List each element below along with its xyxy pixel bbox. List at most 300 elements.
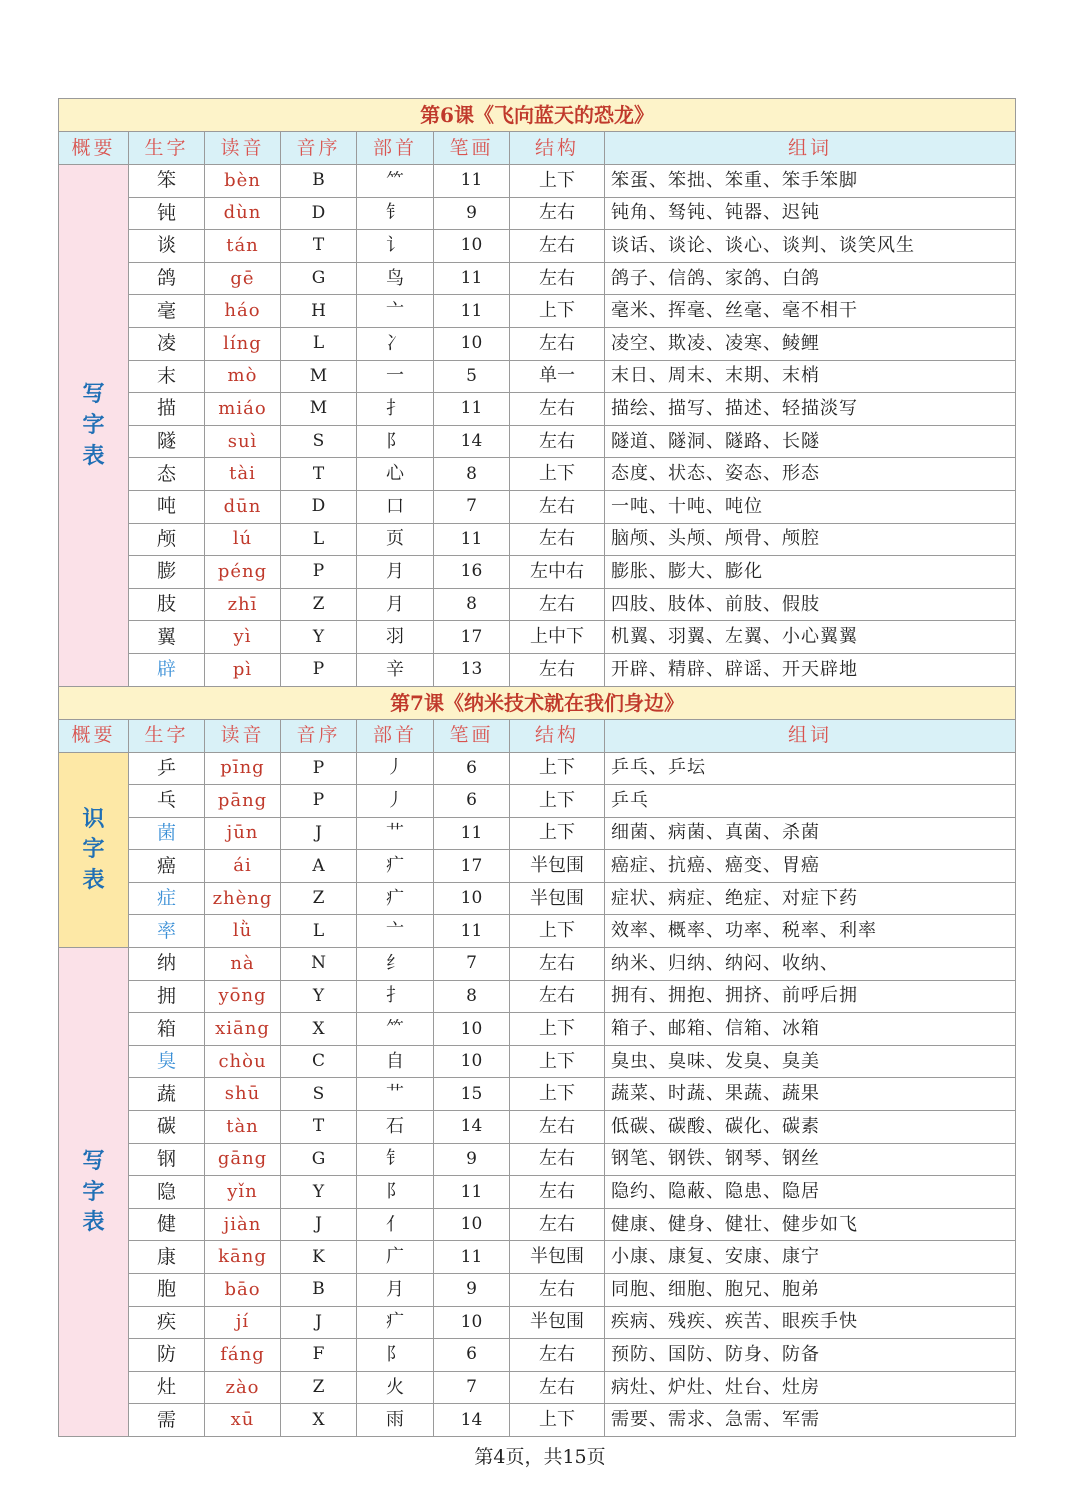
table-row: [59, 1241, 1016, 1274]
stroke-count-cell: 11: [434, 915, 510, 948]
column-header: 结构: [510, 132, 605, 165]
column-header-row: [59, 132, 1016, 165]
pinyin-cell: xiāng: [205, 1013, 281, 1046]
words-cell: 描绘、描写、描述、轻描淡写: [605, 393, 1016, 426]
table-row: [59, 850, 1016, 883]
initial-letter-cell: X: [281, 1013, 357, 1046]
structure-cell: 上下: [510, 1404, 605, 1437]
radical-cell: 月: [357, 1274, 434, 1307]
table-row: [59, 327, 1016, 360]
char-cell: 毫: [129, 295, 205, 328]
char-cell: 翼: [129, 621, 205, 654]
radical-cell: 疒: [357, 850, 434, 883]
words-cell: 笨蛋、笨拙、笨重、笨手笨脚: [605, 165, 1016, 198]
radical-cell: 疒: [357, 882, 434, 915]
radical-cell: 羽: [357, 621, 434, 654]
words-cell: 末日、周末、末期、末梢: [605, 360, 1016, 393]
initial-letter-cell: B: [281, 1274, 357, 1307]
structure-cell: 左右: [510, 588, 605, 621]
table-row: [59, 230, 1016, 263]
initial-letter-cell: A: [281, 850, 357, 883]
char-cell: 症: [129, 882, 205, 915]
initial-letter-cell: F: [281, 1339, 357, 1372]
words-cell: 健康、健身、健壮、健步如飞: [605, 1208, 1016, 1241]
pinyin-cell: lú: [205, 523, 281, 556]
structure-cell: 左右: [510, 980, 605, 1013]
radical-cell: 石: [357, 1111, 434, 1144]
structure-cell: 左右: [510, 653, 605, 686]
initial-letter-cell: L: [281, 523, 357, 556]
pinyin-cell: lǜ: [205, 915, 281, 948]
stroke-count-cell: 10: [434, 1045, 510, 1078]
initial-letter-cell: P: [281, 556, 357, 589]
char-cell: 肢: [129, 588, 205, 621]
structure-cell: 左右: [510, 197, 605, 230]
structure-cell: 左右: [510, 1176, 605, 1209]
pinyin-cell: bèn: [205, 165, 281, 198]
table-row: [59, 1306, 1016, 1339]
column-header: 音序: [281, 719, 357, 752]
structure-cell: 上下: [510, 1078, 605, 1111]
radical-cell: 雨: [357, 1404, 434, 1437]
char-cell: 碳: [129, 1111, 205, 1144]
stroke-count-cell: 11: [434, 817, 510, 850]
radical-cell: 扌: [357, 980, 434, 1013]
pinyin-cell: péng: [205, 556, 281, 589]
initial-letter-cell: G: [281, 262, 357, 295]
stroke-count-cell: 9: [434, 1143, 510, 1176]
stroke-count-cell: 6: [434, 1339, 510, 1372]
words-cell: 症状、病症、绝症、对症下药: [605, 882, 1016, 915]
char-cell: 凌: [129, 327, 205, 360]
radical-cell: 火: [357, 1371, 434, 1404]
vocabulary-table: [58, 98, 1016, 1437]
table-row: [59, 588, 1016, 621]
table-row: [59, 785, 1016, 818]
initial-letter-cell: S: [281, 425, 357, 458]
radical-cell: 月: [357, 556, 434, 589]
radical-cell: 广: [357, 1241, 434, 1274]
char-cell: 胞: [129, 1274, 205, 1307]
stroke-count-cell: 14: [434, 1111, 510, 1144]
pinyin-cell: zào: [205, 1371, 281, 1404]
column-header-row: [59, 719, 1016, 752]
initial-letter-cell: P: [281, 785, 357, 818]
radical-cell: 一: [357, 360, 434, 393]
radical-cell: 艹: [357, 817, 434, 850]
words-cell: 鸽子、信鸽、家鸽、白鸽: [605, 262, 1016, 295]
structure-cell: 上下: [510, 1045, 605, 1078]
structure-cell: 上下: [510, 1013, 605, 1046]
initial-letter-cell: Z: [281, 1371, 357, 1404]
pinyin-cell: chòu: [205, 1045, 281, 1078]
vocabulary-sheet: [58, 98, 1015, 1437]
stroke-count-cell: 7: [434, 1371, 510, 1404]
table-row: [59, 948, 1016, 981]
structure-cell: 上下: [510, 817, 605, 850]
initial-letter-cell: Z: [281, 882, 357, 915]
table-row: [59, 425, 1016, 458]
char-cell: 乓: [129, 785, 205, 818]
table-row: [59, 1371, 1016, 1404]
pinyin-cell: ái: [205, 850, 281, 883]
stroke-count-cell: 8: [434, 588, 510, 621]
stroke-count-cell: 14: [434, 425, 510, 458]
pinyin-cell: tàn: [205, 1111, 281, 1144]
words-cell: 乒乓: [605, 785, 1016, 818]
char-cell: 癌: [129, 850, 205, 883]
words-cell: 隐约、隐蔽、隐患、隐居: [605, 1176, 1016, 1209]
category-cell: [59, 165, 129, 687]
words-cell: 蔬菜、时蔬、果蔬、蔬果: [605, 1078, 1016, 1111]
structure-cell: 半包围: [510, 850, 605, 883]
table-row: [59, 1208, 1016, 1241]
pinyin-cell: bāo: [205, 1274, 281, 1307]
table-row: [59, 980, 1016, 1013]
column-header: 组词: [605, 132, 1016, 165]
pinyin-cell: mò: [205, 360, 281, 393]
stroke-count-cell: 11: [434, 1176, 510, 1209]
stroke-count-cell: 8: [434, 980, 510, 1013]
column-header: 结构: [510, 719, 605, 752]
words-cell: 钝角、驽钝、钝器、迟钝: [605, 197, 1016, 230]
radical-cell: 疒: [357, 1306, 434, 1339]
structure-cell: 半包围: [510, 1241, 605, 1274]
char-cell: 康: [129, 1241, 205, 1274]
structure-cell: 上下: [510, 295, 605, 328]
char-cell: 鸽: [129, 262, 205, 295]
initial-letter-cell: J: [281, 817, 357, 850]
words-cell: 箱子、邮箱、信箱、冰箱: [605, 1013, 1016, 1046]
structure-cell: 左右: [510, 1111, 605, 1144]
initial-letter-cell: X: [281, 1404, 357, 1437]
table-row: [59, 1111, 1016, 1144]
pinyin-cell: kāng: [205, 1241, 281, 1274]
radical-cell: 艹: [357, 1078, 434, 1111]
table-row: [59, 1404, 1016, 1437]
char-cell: 灶: [129, 1371, 205, 1404]
stroke-count-cell: 8: [434, 458, 510, 491]
words-cell: 凌空、欺凌、凌寒、鲮鲤: [605, 327, 1016, 360]
radical-cell: 阝: [357, 1339, 434, 1372]
initial-letter-cell: P: [281, 752, 357, 785]
column-header: 音序: [281, 132, 357, 165]
structure-cell: 左右: [510, 230, 605, 263]
initial-letter-cell: J: [281, 1306, 357, 1339]
words-cell: 纳米、归纳、纳闷、收纳、: [605, 948, 1016, 981]
stroke-count-cell: 13: [434, 653, 510, 686]
structure-cell: 左右: [510, 327, 605, 360]
category-cell: [59, 948, 129, 1437]
stroke-count-cell: 11: [434, 523, 510, 556]
words-cell: 细菌、病菌、真菌、杀菌: [605, 817, 1016, 850]
initial-letter-cell: J: [281, 1208, 357, 1241]
radical-cell: 讠: [357, 230, 434, 263]
pinyin-cell: gāng: [205, 1143, 281, 1176]
initial-letter-cell: Y: [281, 1176, 357, 1209]
stroke-count-cell: 7: [434, 948, 510, 981]
stroke-count-cell: 11: [434, 393, 510, 426]
table-row: [59, 817, 1016, 850]
words-cell: 态度、状态、姿态、形态: [605, 458, 1016, 491]
words-cell: 癌症、抗癌、癌变、胃癌: [605, 850, 1016, 883]
pinyin-cell: tán: [205, 230, 281, 263]
structure-cell: 左右: [510, 1208, 605, 1241]
initial-letter-cell: B: [281, 165, 357, 198]
structure-cell: 左右: [510, 1274, 605, 1307]
radical-cell: ⺮: [357, 1013, 434, 1046]
table-row: [59, 523, 1016, 556]
pinyin-cell: líng: [205, 327, 281, 360]
words-cell: 乒乓、乒坛: [605, 752, 1016, 785]
column-header: 笔画: [434, 719, 510, 752]
radical-cell: 口: [357, 490, 434, 523]
char-cell: 笨: [129, 165, 205, 198]
char-cell: 蔬: [129, 1078, 205, 1111]
stroke-count-cell: 10: [434, 1306, 510, 1339]
initial-letter-cell: N: [281, 948, 357, 981]
char-cell: 谈: [129, 230, 205, 263]
radical-cell: 心: [357, 458, 434, 491]
radical-cell: 辛: [357, 653, 434, 686]
words-cell: 预防、国防、防身、防备: [605, 1339, 1016, 1372]
radical-cell: 纟: [357, 948, 434, 981]
initial-letter-cell: L: [281, 327, 357, 360]
words-cell: 小康、康复、安康、康宁: [605, 1241, 1016, 1274]
initial-letter-cell: K: [281, 1241, 357, 1274]
char-cell: 疾: [129, 1306, 205, 1339]
pinyin-cell: háo: [205, 295, 281, 328]
pinyin-cell: shū: [205, 1078, 281, 1111]
initial-letter-cell: T: [281, 458, 357, 491]
structure-cell: 单一: [510, 360, 605, 393]
table-row: [59, 393, 1016, 426]
stroke-count-cell: 10: [434, 882, 510, 915]
pinyin-cell: fáng: [205, 1339, 281, 1372]
table-row: [59, 1013, 1016, 1046]
column-header: 读音: [205, 719, 281, 752]
structure-cell: 半包围: [510, 882, 605, 915]
initial-letter-cell: Z: [281, 588, 357, 621]
structure-cell: 上下: [510, 915, 605, 948]
table-row: [59, 556, 1016, 589]
pinyin-cell: jí: [205, 1306, 281, 1339]
table-row: [59, 653, 1016, 686]
words-cell: 需要、需求、急需、军需: [605, 1404, 1016, 1437]
pinyin-cell: pì: [205, 653, 281, 686]
initial-letter-cell: H: [281, 295, 357, 328]
stroke-count-cell: 11: [434, 262, 510, 295]
initial-letter-cell: C: [281, 1045, 357, 1078]
pinyin-cell: yōng: [205, 980, 281, 1013]
category-label: 写字表: [82, 381, 105, 469]
table-row: [59, 165, 1016, 198]
char-cell: 乒: [129, 752, 205, 785]
stroke-count-cell: 11: [434, 165, 510, 198]
structure-cell: 上下: [510, 785, 605, 818]
pinyin-cell: tài: [205, 458, 281, 491]
lesson-title: 第6课《飞向蓝天的恐龙》: [59, 99, 1016, 132]
radical-cell: 亠: [357, 915, 434, 948]
table-row: [59, 1339, 1016, 1372]
words-cell: 谈话、谈论、谈心、谈判、谈笑风生: [605, 230, 1016, 263]
initial-letter-cell: S: [281, 1078, 357, 1111]
stroke-count-cell: 6: [434, 785, 510, 818]
structure-cell: 上下: [510, 752, 605, 785]
stroke-count-cell: 5: [434, 360, 510, 393]
structure-cell: 上下: [510, 458, 605, 491]
pinyin-cell: jūn: [205, 817, 281, 850]
initial-letter-cell: T: [281, 230, 357, 263]
radical-cell: 冫: [357, 327, 434, 360]
lesson-title: 第7课《纳米技术就在我们身边》: [59, 686, 1016, 719]
char-cell: 钢: [129, 1143, 205, 1176]
pinyin-cell: miáo: [205, 393, 281, 426]
table-row: [59, 752, 1016, 785]
pinyin-cell: yǐn: [205, 1176, 281, 1209]
radical-cell: 钅: [357, 1143, 434, 1176]
words-cell: 钢笔、钢铁、钢琴、钢丝: [605, 1143, 1016, 1176]
structure-cell: 左右: [510, 1143, 605, 1176]
table-row: [59, 360, 1016, 393]
words-cell: 隧道、隧洞、隧路、长隧: [605, 425, 1016, 458]
stroke-count-cell: 17: [434, 621, 510, 654]
radical-cell: 阝: [357, 1176, 434, 1209]
radical-cell: 阝: [357, 425, 434, 458]
char-cell: 臭: [129, 1045, 205, 1078]
column-header: 部首: [357, 719, 434, 752]
char-cell: 辟: [129, 653, 205, 686]
char-cell: 态: [129, 458, 205, 491]
char-cell: 防: [129, 1339, 205, 1372]
table-row: [59, 1143, 1016, 1176]
radical-cell: 丿: [357, 752, 434, 785]
column-header: 概要: [59, 132, 129, 165]
pinyin-cell: nà: [205, 948, 281, 981]
pinyin-cell: dūn: [205, 490, 281, 523]
initial-letter-cell: G: [281, 1143, 357, 1176]
pinyin-cell: yì: [205, 621, 281, 654]
stroke-count-cell: 10: [434, 1013, 510, 1046]
lesson-title-row: [59, 99, 1016, 132]
words-cell: 一吨、十吨、吨位: [605, 490, 1016, 523]
pinyin-cell: suì: [205, 425, 281, 458]
radical-cell: 亻: [357, 1208, 434, 1241]
structure-cell: 左中右: [510, 556, 605, 589]
initial-letter-cell: Y: [281, 621, 357, 654]
pinyin-cell: pāng: [205, 785, 281, 818]
pinyin-cell: zhī: [205, 588, 281, 621]
words-cell: 拥有、拥抱、拥挤、前呼后拥: [605, 980, 1016, 1013]
stroke-count-cell: 9: [434, 197, 510, 230]
column-header: 读音: [205, 132, 281, 165]
structure-cell: 左右: [510, 262, 605, 295]
pinyin-cell: xū: [205, 1404, 281, 1437]
pinyin-cell: pīng: [205, 752, 281, 785]
initial-letter-cell: M: [281, 393, 357, 426]
structure-cell: 左右: [510, 1371, 605, 1404]
char-cell: 菌: [129, 817, 205, 850]
category-label: 识字表: [82, 805, 105, 894]
stroke-count-cell: 14: [434, 1404, 510, 1437]
initial-letter-cell: D: [281, 197, 357, 230]
stroke-count-cell: 7: [434, 490, 510, 523]
column-header: 概要: [59, 719, 129, 752]
column-header: 笔画: [434, 132, 510, 165]
radical-cell: 丿: [357, 785, 434, 818]
table-row: [59, 262, 1016, 295]
char-cell: 拥: [129, 980, 205, 1013]
structure-cell: 上中下: [510, 621, 605, 654]
table-row: [59, 295, 1016, 328]
words-cell: 膨胀、膨大、膨化: [605, 556, 1016, 589]
words-cell: 低碳、碳酸、碳化、碳素: [605, 1111, 1016, 1144]
initial-letter-cell: M: [281, 360, 357, 393]
table-row: [59, 1078, 1016, 1111]
column-header: 部首: [357, 132, 434, 165]
structure-cell: 半包围: [510, 1306, 605, 1339]
words-cell: 机翼、羽翼、左翼、小心翼翼: [605, 621, 1016, 654]
char-cell: 末: [129, 360, 205, 393]
pinyin-cell: gē: [205, 262, 281, 295]
words-cell: 疾病、残疾、疾苦、眼疾手快: [605, 1306, 1016, 1339]
char-cell: 钝: [129, 197, 205, 230]
table-row: [59, 1274, 1016, 1307]
words-cell: 效率、概率、功率、税率、利率: [605, 915, 1016, 948]
structure-cell: 左右: [510, 1339, 605, 1372]
stroke-count-cell: 11: [434, 295, 510, 328]
initial-letter-cell: L: [281, 915, 357, 948]
char-cell: 健: [129, 1208, 205, 1241]
radical-cell: 月: [357, 588, 434, 621]
table-row: [59, 197, 1016, 230]
stroke-count-cell: 10: [434, 327, 510, 360]
char-cell: 吨: [129, 490, 205, 523]
words-cell: 脑颅、头颅、颅骨、颅腔: [605, 523, 1016, 556]
stroke-count-cell: 9: [434, 1274, 510, 1307]
words-cell: 四肢、肢体、前肢、假肢: [605, 588, 1016, 621]
words-cell: 臭虫、臭味、发臭、臭美: [605, 1045, 1016, 1078]
structure-cell: 左右: [510, 948, 605, 981]
words-cell: 病灶、炉灶、灶台、灶房: [605, 1371, 1016, 1404]
char-cell: 率: [129, 915, 205, 948]
stroke-count-cell: 15: [434, 1078, 510, 1111]
table-row: [59, 458, 1016, 491]
stroke-count-cell: 16: [434, 556, 510, 589]
column-header: 生字: [129, 132, 205, 165]
char-cell: 颅: [129, 523, 205, 556]
pinyin-cell: jiàn: [205, 1208, 281, 1241]
table-row: [59, 915, 1016, 948]
page-footer: 第4页，共15页: [474, 1446, 606, 1468]
char-cell: 膨: [129, 556, 205, 589]
words-cell: 同胞、细胞、胞兄、胞弟: [605, 1274, 1016, 1307]
table-row: [59, 621, 1016, 654]
radical-cell: ⺮: [357, 165, 434, 198]
char-cell: 需: [129, 1404, 205, 1437]
category-cell: [59, 752, 129, 948]
lesson-title-row: [59, 686, 1016, 719]
radical-cell: 钅: [357, 197, 434, 230]
char-cell: 描: [129, 393, 205, 426]
structure-cell: 上下: [510, 165, 605, 198]
table-row: [59, 882, 1016, 915]
initial-letter-cell: D: [281, 490, 357, 523]
structure-cell: 左右: [510, 523, 605, 556]
char-cell: 箱: [129, 1013, 205, 1046]
pinyin-cell: zhèng: [205, 882, 281, 915]
radical-cell: 自: [357, 1045, 434, 1078]
